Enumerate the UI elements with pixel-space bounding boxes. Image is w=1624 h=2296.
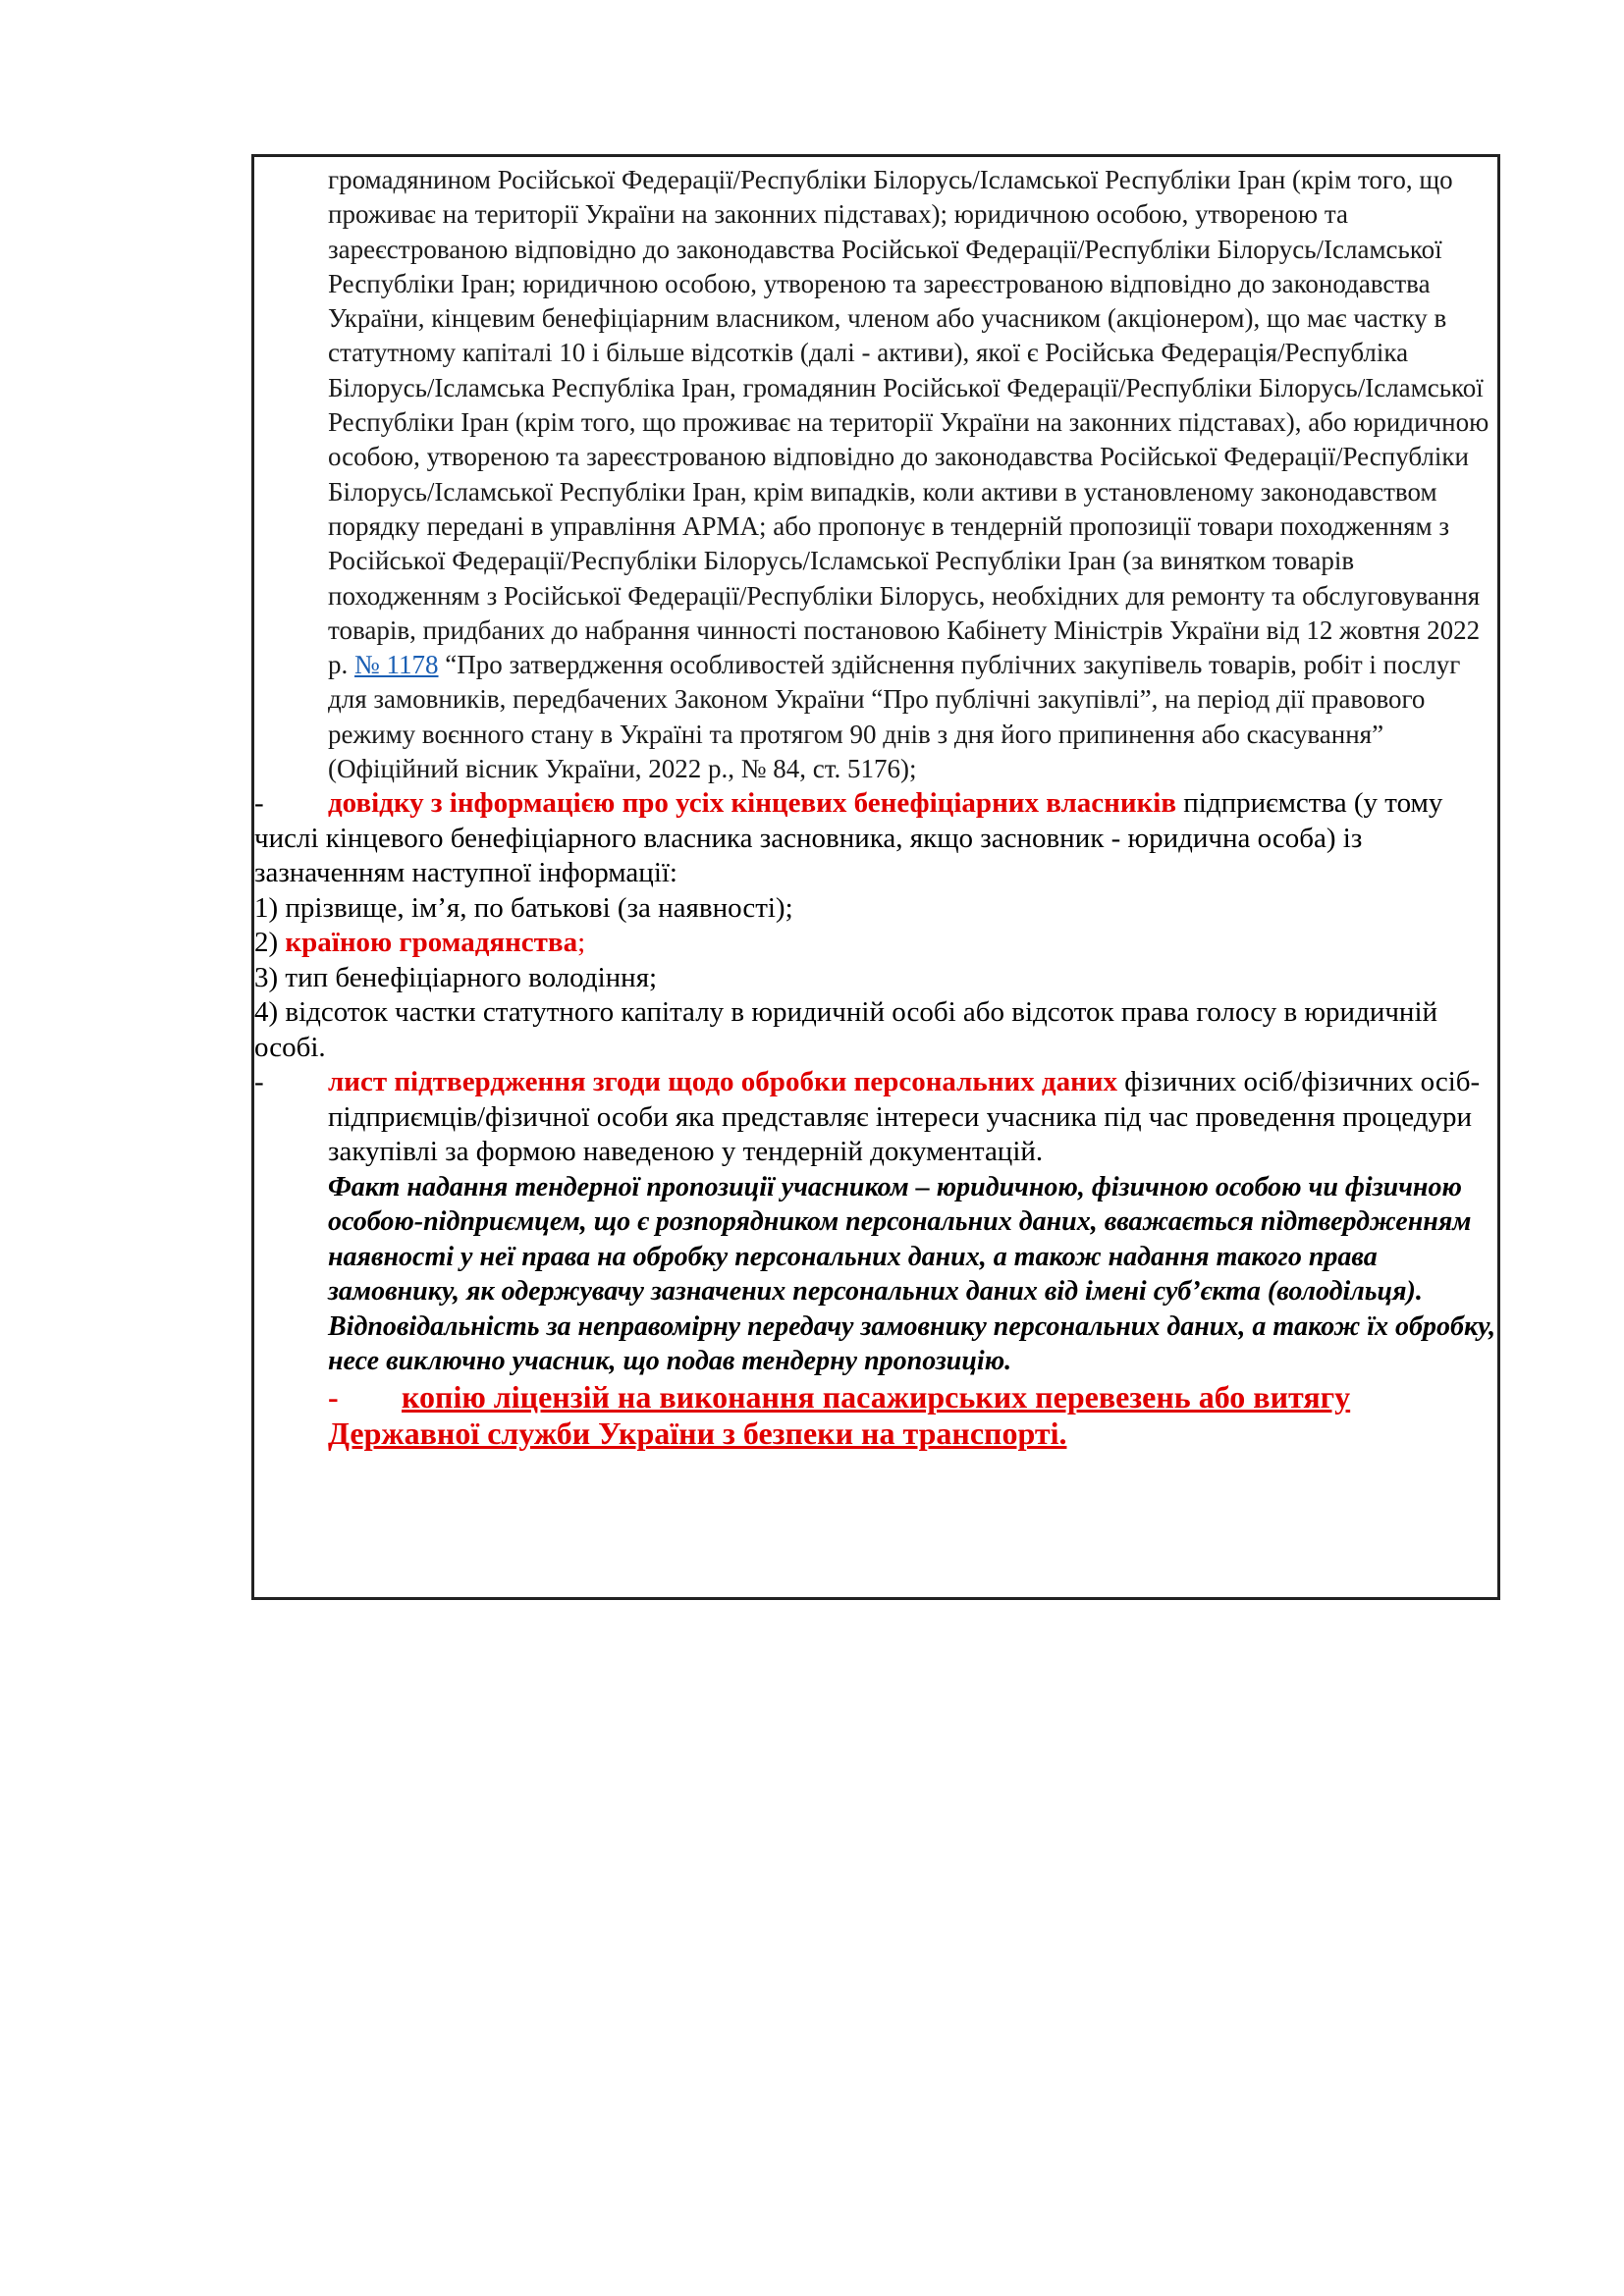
beneficiary-list-item-2: 2) країною громадянства; <box>254 927 586 959</box>
license-item <box>328 1379 1496 1452</box>
consent-bold: лист підтвердження згоди щодо обробки персональних даних <box>328 1066 1118 1098</box>
citizenship-bold: країною громадянства <box>285 927 578 959</box>
consent-rest: фізичних осіб/фізичних осіб-підприємців/фізичної особи яка представляє інтереси учасника під час проведення процедури закупівлі за формою наведеною у тендерній документацій. <box>328 1066 1481 1168</box>
paragraph-sanctions <box>328 163 1496 786</box>
resolution-link[interactable]: № 1178 <box>354 650 439 680</box>
consent-item <box>254 1065 1496 1170</box>
beneficiary-dash: - <box>254 787 264 820</box>
document-frame <box>251 154 1500 1600</box>
beneficiary-bold: довідку з інформацією про усіх кінцевих бенефіціарних власників <box>328 787 1176 820</box>
beneficiary-list-item-1: 1) прізвище, ім’я, по батькові (за наявності); <box>254 891 793 924</box>
beneficiary-list-item-3: 3) тип бенефіціарного володіння; <box>254 961 658 993</box>
consent-item-text <box>254 1065 1496 1170</box>
license-line1: копію ліцензій на виконання пасажирських перевезень або витягу <box>402 1378 1351 1415</box>
document-content <box>254 163 1496 1452</box>
beneficiary-list-item-4: 4) відсоток частки статутного капіталу в юридичній особі або відсоток права голосу в юридичній особі. <box>254 996 1438 1063</box>
license-line2: Державної служби України з безпеки на транспорті. <box>328 1415 1067 1451</box>
license-dash: - <box>328 1378 339 1415</box>
personal-data-notice: Факт надання тендерної пропозиції учасником – юридичною, фізичною особою чи фізичною особою-підприємцем, що є розпорядником персональних даних, вважається підтвердженням наявності у неї права на обробку персональних даних, а також надання такого права замовнику, як одержувачу зазначених персональних даних від імені суб’єкта (володільця). Відповідальність за неправомірну передачу замовнику персональних даних, а також їх обробку, несе виключно учасник, що подав тендерну пропозицію. <box>328 1171 1496 1377</box>
consent-dash: - <box>254 1066 264 1098</box>
beneficiary-item-text <box>254 786 1496 891</box>
paragraph-sanctions-part1: громадянином Російської Федерації/Республіки Білорусь/Ісламської Республіки Іран (крім того, що проживає на території України на законних підставах); юридичною особою, утвореною та зареєстрованою відповідно до законодавства Російської Федерації/Республіки Білорусь/Ісламської Республіки Іран; юридичною особою, утвореною та зареєстрованою відповідно до законодавства України, кінцевим бенефіціарним власником, членом або учасником (акціонером), що має частку в статутному капіталі 10 і більше відсотків (далі - активи), якої є Російська Федерація/Республіка Білорусь/Ісламська Республіка Іран, громадянин Російської Федерації/Республіки Білорусь/Ісламської Республіки Іран (крім того, що проживає на території України на законних підставах), або юридичною особою, утвореною та зареєстрованою відповідно до законодавства Російської Федерації/Республіки Білорусь/Ісламської Республіки Іран, крім випадків, коли активи в установленому законодавством порядку передані в управління АРМА; або пропонує в тендерній пропозиції товари походженням з Російської Федерації/Республіки Білорусь/Ісламської Республіки Іран (за винятком товарів походженням з Російської Федерації/Республіки Білорусь, необхідних для ремонту та обслуговування товарів, придбаних до набрання чинності постановою Кабінету Міністрів України від 12 жовтня 2022 р. <box>328 165 1489 680</box>
beneficiary-rest: підприємства (у тому числі кінцевого бенефіціарного власника засновника, якщо засновник - юридична особа) із зазначенням наступної інформації: <box>254 787 1443 889</box>
beneficiary-item <box>254 786 1496 1065</box>
paragraph-sanctions-part2: “Про затвердження особливостей здійснення публічних закупівель товарів, робіт і послуг для замовників, передбачених Законом України “Про публічні закупівлі”, на період дії правового режиму воєнного стану в Україні та протягом 90 днів з дня його припинення або скасування” (Офіційний вісник України, 2022 р., № 84, ст. 5176); <box>328 650 1461 784</box>
